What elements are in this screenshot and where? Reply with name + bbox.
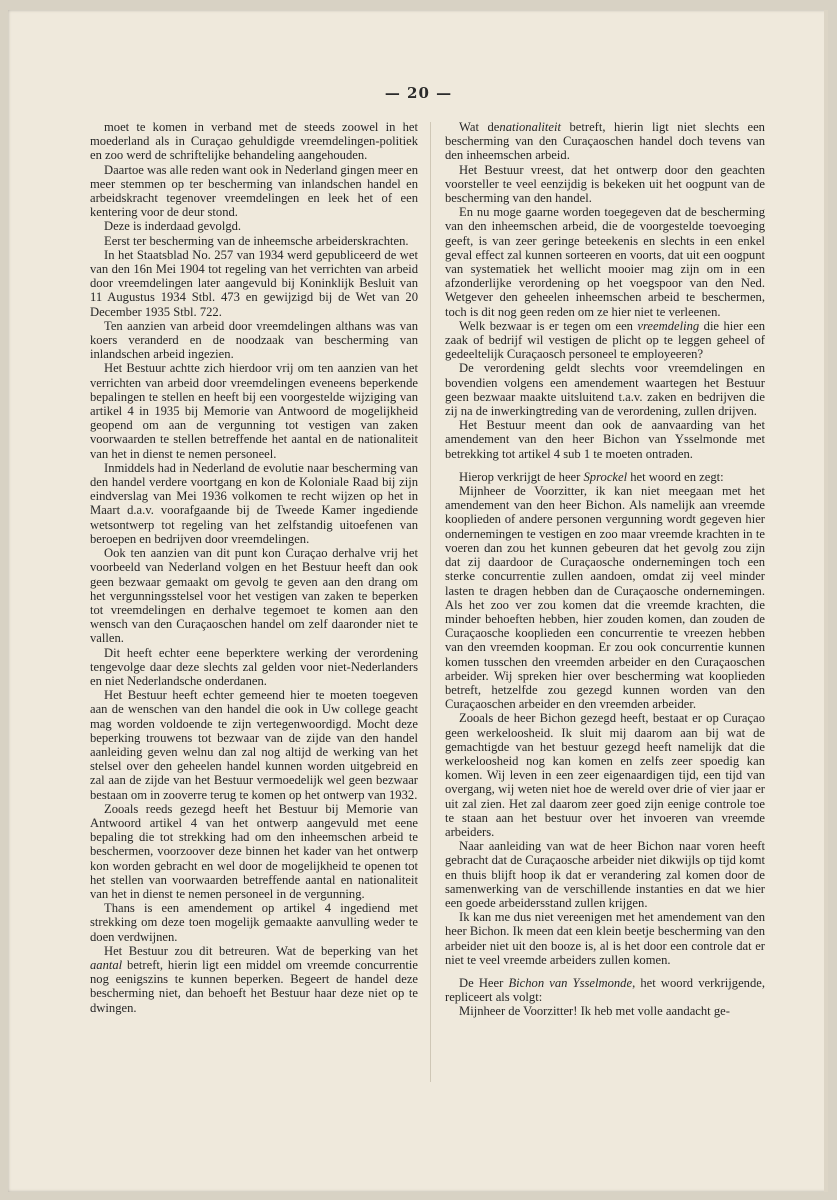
emphasis-text: Sprockel	[583, 469, 628, 484]
paragraph	[445, 711, 765, 839]
paragraph-text: Hierop verkrijgt de heer	[459, 469, 584, 484]
paragraph	[90, 461, 418, 546]
paragraph	[445, 120, 765, 163]
paragraph-text: Het Bestuur heeft echter gemeend hier te moeten toegeven aan de wenschen van den handel die ook in Uw college geacht mag worden voldoende te zijn vertegenwoordigd. Mocht deze beperking trouwens tot bezwaar van de zijde van den handel aanleiding geven welnu dan zal nog altijd de werking van het stelsel over den geheelen handel kunnen worden uitgebreid en zal aan de zijde van het Bestuur vermoedelijk wel geen bezwaar bestaan om in zooverre terug te komen op het ontwerp van 1932.	[90, 688, 418, 802]
paragraph	[445, 470, 765, 484]
paragraph	[445, 484, 765, 711]
paragraph-text: betreft, hierin ligt niet slechts een bescherming van den Curaçaoschen handel doch tevens van den inheemschen arbeid.	[445, 120, 765, 163]
paragraph-text: Zooals de heer Bichon gezegd heeft, bestaat er op Curaçao geen werkeloosheid. Ik sluit mij daarom aan bij wat de gemachtigde van het bestuur gezegd heeft namelijk dat die werkeloosheid nog kan komen en zelfs zeer spoedig kan komen. Wij leven in een zeer eigenaardigen tijd, een tijd van overgang, wij weten niet hoe de wereld over drie of vier jaar er uit zal zien. Het zal daarom zeer goed zijn eenige controle toe te staan aan het bestuur over het invoeren van vreemde arbeiders.	[445, 711, 765, 839]
paragraph	[445, 839, 765, 910]
paragraph	[90, 688, 418, 802]
emphasis-text: vreemdeling	[637, 318, 700, 333]
emphasis-text: nationaliteit	[499, 120, 561, 134]
paragraph	[90, 802, 418, 901]
paragraph-text: Ten aanzien van arbeid door vreemdelingen althans was van koers veranderd en de noodzaak van bescherming van inlandschen arbeid ingezien.	[90, 318, 418, 362]
paragraph	[445, 976, 765, 1004]
paragraph	[90, 361, 418, 460]
paragraph	[445, 361, 765, 418]
paragraph-text: Dit heeft echter eene beperktere werking der verordening tengevolge daar deze slechts zal gelden voor niet-Nederlanders en niet Nederlandsche onderdanen.	[90, 645, 418, 688]
paragraph	[90, 248, 418, 319]
paragraph	[445, 163, 765, 206]
paragraph-text: Het Bestuur vreest, dat het ontwerp door den geachten voorsteller te veel eenzijdig is bekeken uit het oogpunt van de bescherming van den handel.	[445, 162, 765, 206]
left-column	[90, 120, 418, 1015]
paragraph-text: Wat de	[459, 120, 500, 134]
paragraph	[445, 205, 765, 319]
paragraph-text: die hier een zaak of bedrijf wil vestigen de plicht op te leggen geheel of gedeeltelijk Curaçaosch personeel te employeeren?	[445, 318, 765, 362]
paragraph-text: Eerst ter bescherming van de inheemsche arbeiderskrachten.	[104, 233, 409, 248]
paragraph	[90, 546, 418, 645]
paragraph	[90, 646, 418, 689]
emphasis-text: Bichon van Ysselmonde	[508, 975, 633, 990]
paragraph-text: het woord en zegt:	[627, 469, 724, 484]
page-fold-shadow	[824, 10, 828, 1192]
column-divider	[430, 122, 431, 1082]
paragraph-text: Welk bezwaar is er tegen om een	[459, 318, 638, 333]
paragraph-text: De verordening geldt slechts voor vreemdelingen en bovendien volgens een amendement waartegen het Bestuur geen bezwaar maakte uitsluitend t.a.v. zaken en bedrijven die zij na de inwerkingtreding van de verordening, zullen drijven.	[445, 361, 765, 419]
paragraph-text: In het Staatsblad No. 257 van 1934 werd gepubliceerd de wet van den 16n Mei 1904 tot regeling van het verrichten van arbeid door vreemdelingen later aangevuld bij Koninklijk Besluit van 11 Augustus 1934 Stbl. 473 en gewijzigd bij de Wet van 20 December 1935 Stbl. 722.	[90, 247, 418, 319]
paragraph-text: Zooals reeds gezegd heeft het Bestuur bij Memorie van Antwoord artikel 4 van het ontwerp aangevuld met eene bepaling die tot strekking had om den inheemschen arbeid te beschermen, voorzoover deze binnen het kader van het ontwerp kon worden gebracht en wel door de mogelijkheid te openen tot het stellen van voorwaarden betreffende aantal en nationaliteit van het in dienst te nemen personeel in de vergunning.	[90, 801, 418, 901]
paragraph-text: Het Bestuur zou dit betreuren. Wat de beperking van het	[104, 943, 418, 958]
paragraph-text: En nu moge gaarne worden toegegeven dat de bescherming van den inheemschen arbeid, die de voorgestelde toevoeging geeft, is van zeer geringe beteekenis en slechts in een enkel geval effect zal kunnen sorteeren en voorts, dat uit een oogpunt van systematiek het wellicht mooier mag zijn om in een afzonderlijke verordening op het voegspoor van den Ned. Wetgever den geheelen inheemschen arbeid te beschermen, toch is dit nog geen reden om ze hier niet te verleenen.	[445, 205, 765, 319]
paragraph-text: De Heer	[459, 975, 509, 990]
paragraph-text: Mijnheer de Voorzitter! Ik heb met volle aandacht ge-	[459, 1004, 730, 1019]
paragraph-text: moet te komen in verband met de steeds zoowel in het moederland als in Curaçao gehuldigde vreemdelingen-politiek en zoo werd de schriftelijke behandeling aangehouden.	[90, 120, 418, 163]
page-number: — 20 —	[384, 84, 453, 102]
paragraph-text: Ook ten aanzien van dit punt kon Curaçao derhalve vrij het voorbeeld van Nederland volgen en het Bestuur heeft dan ook geen bezwaar gemaakt om gevolg te geven aan den drang om het vergunningsstelsel voor het vestigen van zaken te beperken tot vreemdelingen en derhalve tegemoet te komen aan den wensch van den Curaçaoschen handel om zelf daaronder niet te vallen.	[90, 546, 418, 646]
paragraph-text: betreft, hierin ligt een middel om vreemde concurrentie nog eenigszins te kunnen beperken. Begeert de handel deze bescherming niet, dan behoeft het Bestuur haar deze niet op te dwingen.	[90, 957, 418, 1015]
paragraph	[445, 319, 765, 362]
paragraph	[90, 234, 418, 248]
paragraph-text: Het Bestuur achtte zich hierdoor vrij om ten aanzien van het verrichten van arbeid door vreemdelingen eveneens beperkende bepalingen te stellen en heeft bij een voorgestelde wijziging van artikel 4 in 1935 bij Memorie van Antwoord de mogelijkheid geopend om aan de vergunning tot vestigen van zaken voorwaarden te stellen betreffende het aantal en de nationaliteit van het in dienst te nemen personeel.	[90, 361, 418, 461]
right-column	[445, 120, 765, 1019]
paragraph-text: Het Bestuur meent dan ook de aanvaarding van het amendement van den heer Bichon van Ysselmonde met betrekking tot artikel 4 sub 1 te moeten ontraden.	[445, 418, 765, 461]
paragraph-text: Mijnheer de Voorzitter, ik kan niet meegaan met het amendement van den heer Bichon. Als namelijk aan vreemde kooplieden of andere personen vergunning wordt gegeven hier ondernemingen te vestigen en zoo maar vreemde krachten in te voeren dan zou het kunnen gebeuren dat het gevolg zou zijn dat zij daardoor de Curaçaosche ondernemingen toch een sterke concurrentie zullen aandoen, omdat zij veel minder lasten te dragen hebben dan de Curaçaosche ondernemingen. Als het zoo ver zou komen dat die vreemde krachten, die minder behoeften hebben, hier zouden komen, dan zouden de Curaçaosche kooplieden een concurrentie te vreezen hebben van den vreemden koopman. Er zou ook concurrentie kunnen komen tusschen den vreemden arbeider en den Curaçaoschen arbeider. Wij spreken hier over bescherming wat kooplieden betreft, hetzelfde zou gezegd kunnen worden van den Curaçaoschen arbeider en den vreemden arbeider.	[445, 484, 765, 712]
paragraph	[90, 319, 418, 362]
paragraph	[445, 910, 765, 967]
paragraph	[90, 120, 418, 163]
paragraph	[90, 163, 418, 220]
paragraph-text: Thans is een amendement op artikel 4 ingediend met strekking om deze toen mogelijk gemaakte aanvulling weder te doen verdwijnen.	[90, 901, 418, 944]
paragraph-text: Inmiddels had in Nederland de evolutie naar bescherming van den handel verdere voortgang en kon de Koloniale Raad bij zijn eindverslag van Mei 1936 volkomen te recht wijzen op het in Maart d.a.v. voorafgaande bij de Tweede Kamer ingediende wetsontwerp tot regeling van het zelfstandig uitoefenen van beroepen en bedrijven door vreemdelingen.	[90, 460, 418, 546]
paragraph-text: Naar aanleiding van wat de heer Bichon naar voren heeft gebracht dat de Curaçaosche arbeider niet dikwijls op tijd komt en thuis blijft hoop ik dat er verandering zal komen door de samenwerking van de verschillende instanties en dat we hier een goede arbeidersstand zullen krijgen.	[445, 839, 765, 910]
paragraph	[445, 1004, 765, 1018]
paragraph-text: Deze is inderdaad gevolgd.	[104, 219, 242, 234]
paragraph	[90, 944, 418, 1015]
emphasis-text: aantal	[90, 957, 123, 972]
paragraph	[90, 219, 418, 233]
paragraph	[445, 418, 765, 461]
paragraph-text: Ik kan me dus niet vereenigen met het amendement van den heer Bichon. Ik meen dat een klein beetje bescherming van den arbeider niet uit den booze is, al is het door een controle dat er niet te veel vreemde arbeiders zullen komen.	[445, 910, 765, 967]
paragraph	[90, 901, 418, 944]
paragraph-text: Daartoe was alle reden want ook in Nederland gingen meer en meer stemmen op ter bescherming van inlandschen handel en arbeidskracht tegenover vreemdelingen en leek het of een kentering voor de deur stond.	[90, 162, 419, 220]
paragraph-text: , het woord verkrijgende, repliceert als volgt:	[445, 975, 766, 1005]
